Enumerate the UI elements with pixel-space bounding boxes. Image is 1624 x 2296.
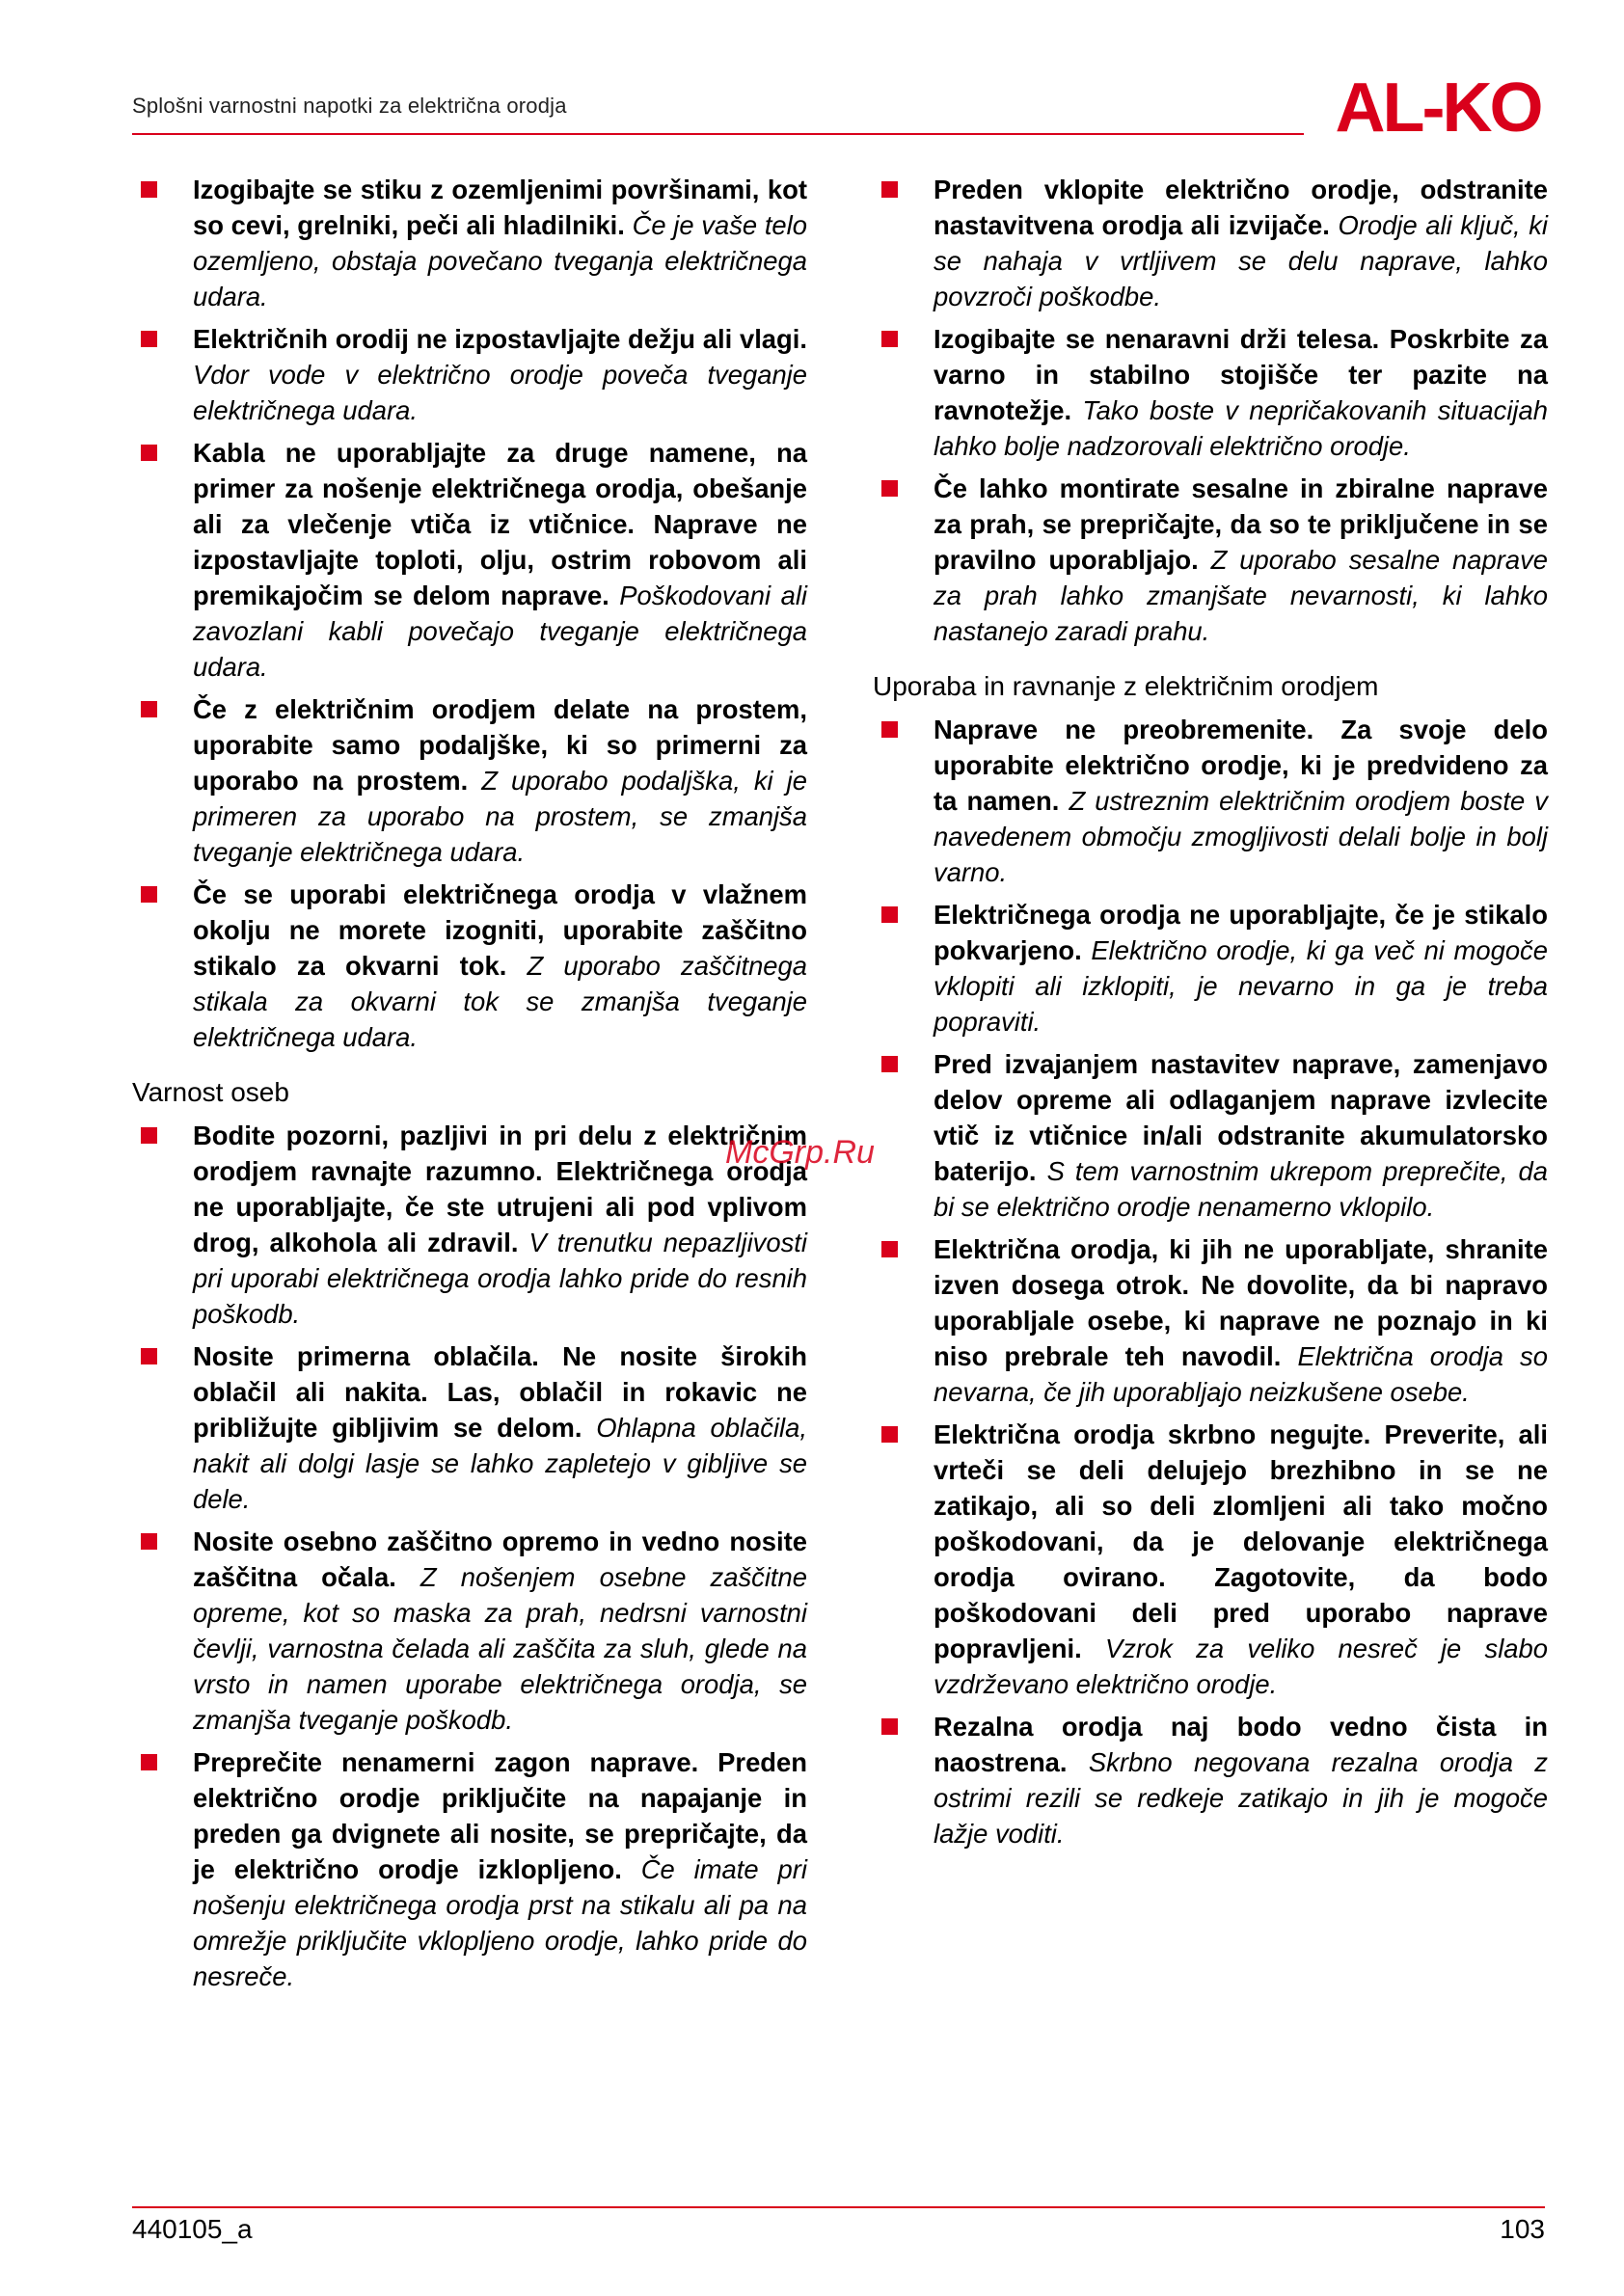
alko-logo-text: AL-KO <box>1335 71 1541 141</box>
item-explanation: Z uporabo podaljška, ki je primeren za uporabo na prostem, se zmanjša tveganje električnega udara. <box>193 766 807 867</box>
safety-list-item <box>132 321 807 428</box>
item-instruction: Preden vklopite električno orodje, odstranite nastavitvena orodja ali izvijače. <box>934 175 1548 240</box>
item-instruction: Nosite primerna oblačila. Ne nosite širokih oblačil ali nakita. Las, oblačil in rokavic ne približujte gibljivim se delom. <box>193 1341 807 1443</box>
red-square-bullet-icon <box>881 181 898 198</box>
red-square-bullet-icon <box>881 1241 898 1257</box>
safety-list-item <box>873 1417 1548 1702</box>
item-instruction: Električnih orodij ne izpostavljajte dežju ali vlagi. <box>193 324 807 354</box>
item-explanation: Z uporabo sesalne naprave za prah lahko zmanjšate nevarnosti, ki lahko nastanejo zaradi prahu. <box>934 545 1548 646</box>
safety-list-item <box>873 471 1548 649</box>
item-explanation: Električna orodja so nevarna, če jih uporabljajo neizkušene osebe. <box>934 1341 1548 1407</box>
red-square-bullet-icon <box>141 181 157 198</box>
item-explanation: Tako boste v nepričakovanih situacijah lahko bolje nadzorovali električno orodje. <box>934 395 1548 461</box>
item-explanation: Če je vaše telo ozemljeno, obstaja povečano tveganja električnega udara. <box>193 210 807 311</box>
safety-list-item <box>873 712 1548 890</box>
item-explanation: Z nošenjem osebne zaščitne opreme, kot so maska za prah, nedrsni varnostni čevlji, varnostna čelada ali zaščita za sluh, glede na vrsto in namen uporabe električnega orodja, se zmanjša tveganje poškodb. <box>193 1562 807 1735</box>
usage-items <box>873 712 1548 1851</box>
right-column-items <box>873 172 1548 649</box>
left-column-items <box>132 172 807 1055</box>
item-instruction: Električna orodja skrbno negujte. Preverite, ali vrteči se deli delujejo brezhibno in se ne zatikajo, ali so deli zlomljeni ali tako močno poškodovani, da je delovanje električnega orodja ovirano. Zagotovite, da bodo poškodovani deli pred uporabo naprave popravljeni. <box>934 1419 1548 1663</box>
item-instruction: Izogibajte se stiku z ozemljenimi površinami, kot so cevi, grelniki, peči ali hladilniki. <box>193 175 807 240</box>
safety-list-item <box>873 1046 1548 1225</box>
safety-list-item <box>132 1744 807 1994</box>
safety-list-item <box>873 1709 1548 1851</box>
safety-list-item <box>132 435 807 685</box>
item-explanation: Če imate pri nošenju električnega orodja prst na stikalu ali pa na omrežje priključite vklopljeno orodje, lahko pride do nesreče. <box>193 1854 807 1991</box>
item-instruction: Bodite pozorni, pazljivi in pri delu z električnim orodjem ravnajte razumno. Električnega orodja ne uporabljajte, če ste utrujeni ali pod vplivom drog, alkohola ali zdravil. <box>193 1121 807 1257</box>
item-explanation: Vdor vode v električno orodje poveča tveganje električnega udara. <box>193 360 807 425</box>
red-square-bullet-icon <box>881 1056 898 1072</box>
item-instruction: Če lahko montirate sesalne in zbiralne naprave za prah, se prepričajte, da so te priključene in se pravilno uporabljajo. <box>934 473 1548 575</box>
item-instruction: Če se uporabi električnega orodja v vlažnem okolju ne morete izogniti, uporabite zaščitno stikalo za okvarni tok. <box>193 879 807 981</box>
item-instruction: Izogibajte se nenaravni drži telesa. Poskrbite za varno in stabilno stojišče ter pazite na ravnotežje. <box>934 324 1548 425</box>
page-number: 103 <box>1500 2214 1545 2244</box>
item-instruction: Kabla ne uporabljajte za druge namene, na primer za nošenje električnega orodja, obešanje ali za vlečenje vtiča iz vtičnice. Naprave ne izpostavljajte toploti, olju, ostrim robovom ali premikajočim se delom naprave. <box>193 438 807 610</box>
safety-list-item <box>873 897 1548 1040</box>
left-column <box>132 172 807 2001</box>
item-explanation: Poškodovani ali zavozlani kabli povečajo tveganje električnega udara. <box>193 581 807 682</box>
header-divider <box>132 133 1304 135</box>
item-instruction: Pred izvajanjem nastavitev naprave, zamenjavo delov opreme ali odlaganjem naprave izvlecite vtič iz vtičnice in/ali odstranite akumulatorsko baterijo. <box>934 1049 1548 1186</box>
right-column <box>873 172 1548 1858</box>
red-square-bullet-icon <box>141 701 157 717</box>
item-instruction: Nosite osebno zaščitno opremo in vedno nosite zaščitna očala. <box>193 1526 807 1592</box>
section-heading-persons: Varnost oseb <box>132 1077 289 1107</box>
safety-list-item <box>873 1231 1548 1410</box>
red-square-bullet-icon <box>141 1533 157 1550</box>
persons-items <box>132 1118 807 1994</box>
red-square-bullet-icon <box>141 1754 157 1770</box>
red-square-bullet-icon <box>141 886 157 903</box>
red-square-bullet-icon <box>881 721 898 738</box>
red-square-bullet-icon <box>141 1127 157 1144</box>
page-header-title: Splošni varnostni napotki za električna orodja <box>132 94 567 118</box>
safety-list-item <box>132 877 807 1055</box>
alko-logo <box>1323 71 1553 141</box>
item-instruction: Naprave ne preobremenite. Za svoje delo uporabite električno orodje, ki je predvideno za ta namen. <box>934 715 1548 816</box>
red-square-bullet-icon <box>881 906 898 923</box>
item-instruction: Če z električnim orodjem delate na prostem, uporabite samo podaljške, ki so primerni za uporabo na prostem. <box>193 694 807 796</box>
item-explanation: Z uporabo zaščitnega stikala za okvarni tok se zmanjša tveganje električnega udara. <box>193 951 807 1052</box>
item-explanation: V trenutku nepazljivosti pri uporabi električnega orodja lahko pride do resnih poškodb. <box>193 1228 807 1329</box>
section-heading-usage: Uporaba in ravnanje z električnim orodjem <box>873 671 1379 701</box>
item-instruction: Preprečite nenamerni zagon naprave. Preden električno orodje priključite na napajanje in preden ga dvignete ali nosite, se prepričajte, da je električno orodje izklopljeno. <box>193 1747 807 1884</box>
document-number: 440105_a <box>132 2214 253 2244</box>
item-explanation: Skrbno negovana rezalna orodja z ostrimi rezili se redkeje zatikajo in jih je mogoče lažje voditi. <box>934 1747 1548 1849</box>
red-square-bullet-icon <box>141 445 157 461</box>
safety-list-item <box>132 1338 807 1517</box>
safety-list-item <box>132 1118 807 1332</box>
safety-list-item <box>873 172 1548 314</box>
item-instruction: Električnega orodja ne uporabljajte, če je stikalo pokvarjeno. <box>934 900 1548 965</box>
red-square-bullet-icon <box>881 331 898 347</box>
safety-list-item <box>132 1524 807 1738</box>
safety-list-item <box>132 691 807 870</box>
item-explanation: Z ustreznim električnim orodjem boste v navedenem območju zmogljivosti delali bolje in bolj varno. <box>934 786 1548 887</box>
item-explanation: Orodje ali ključ, ki se nahaja v vrtljivem se delu naprave, lahko povzroči poškodbe. <box>934 210 1548 311</box>
item-explanation: S tem varnostnim ukrepom preprečite, da bi se električno orodje nenamerno vklopilo. <box>934 1156 1548 1222</box>
item-explanation: Električno orodje, ki ga več ni mogoče vklopiti ali izklopiti, je nevarno in ga je treba popraviti. <box>934 935 1548 1037</box>
red-square-bullet-icon <box>881 480 898 497</box>
red-square-bullet-icon <box>881 1426 898 1443</box>
red-square-bullet-icon <box>141 1348 157 1364</box>
red-square-bullet-icon <box>141 331 157 347</box>
footer-divider <box>132 2206 1545 2208</box>
safety-list-item <box>873 321 1548 464</box>
item-explanation: Ohlapna oblačila, nakit ali dolgi lasje se lahko zapletejo v gibljive se dele. <box>193 1413 807 1514</box>
item-instruction: Rezalna orodja naj bodo vedno čista in naostrena. <box>934 1712 1548 1777</box>
watermark: McGrp.Ru <box>725 1134 875 1171</box>
safety-list-item <box>132 172 807 314</box>
item-explanation: Vzrok za veliko nesreč je slabo vzdrževano električno orodje. <box>934 1634 1548 1699</box>
item-instruction: Električna orodja, ki jih ne uporabljate, shranite izven dosega otrok. Ne dovolite, da bi napravo uporabljale osebe, ki naprave ne poznajo in ki niso prebrale teh navodil. <box>934 1234 1548 1371</box>
red-square-bullet-icon <box>881 1718 898 1735</box>
